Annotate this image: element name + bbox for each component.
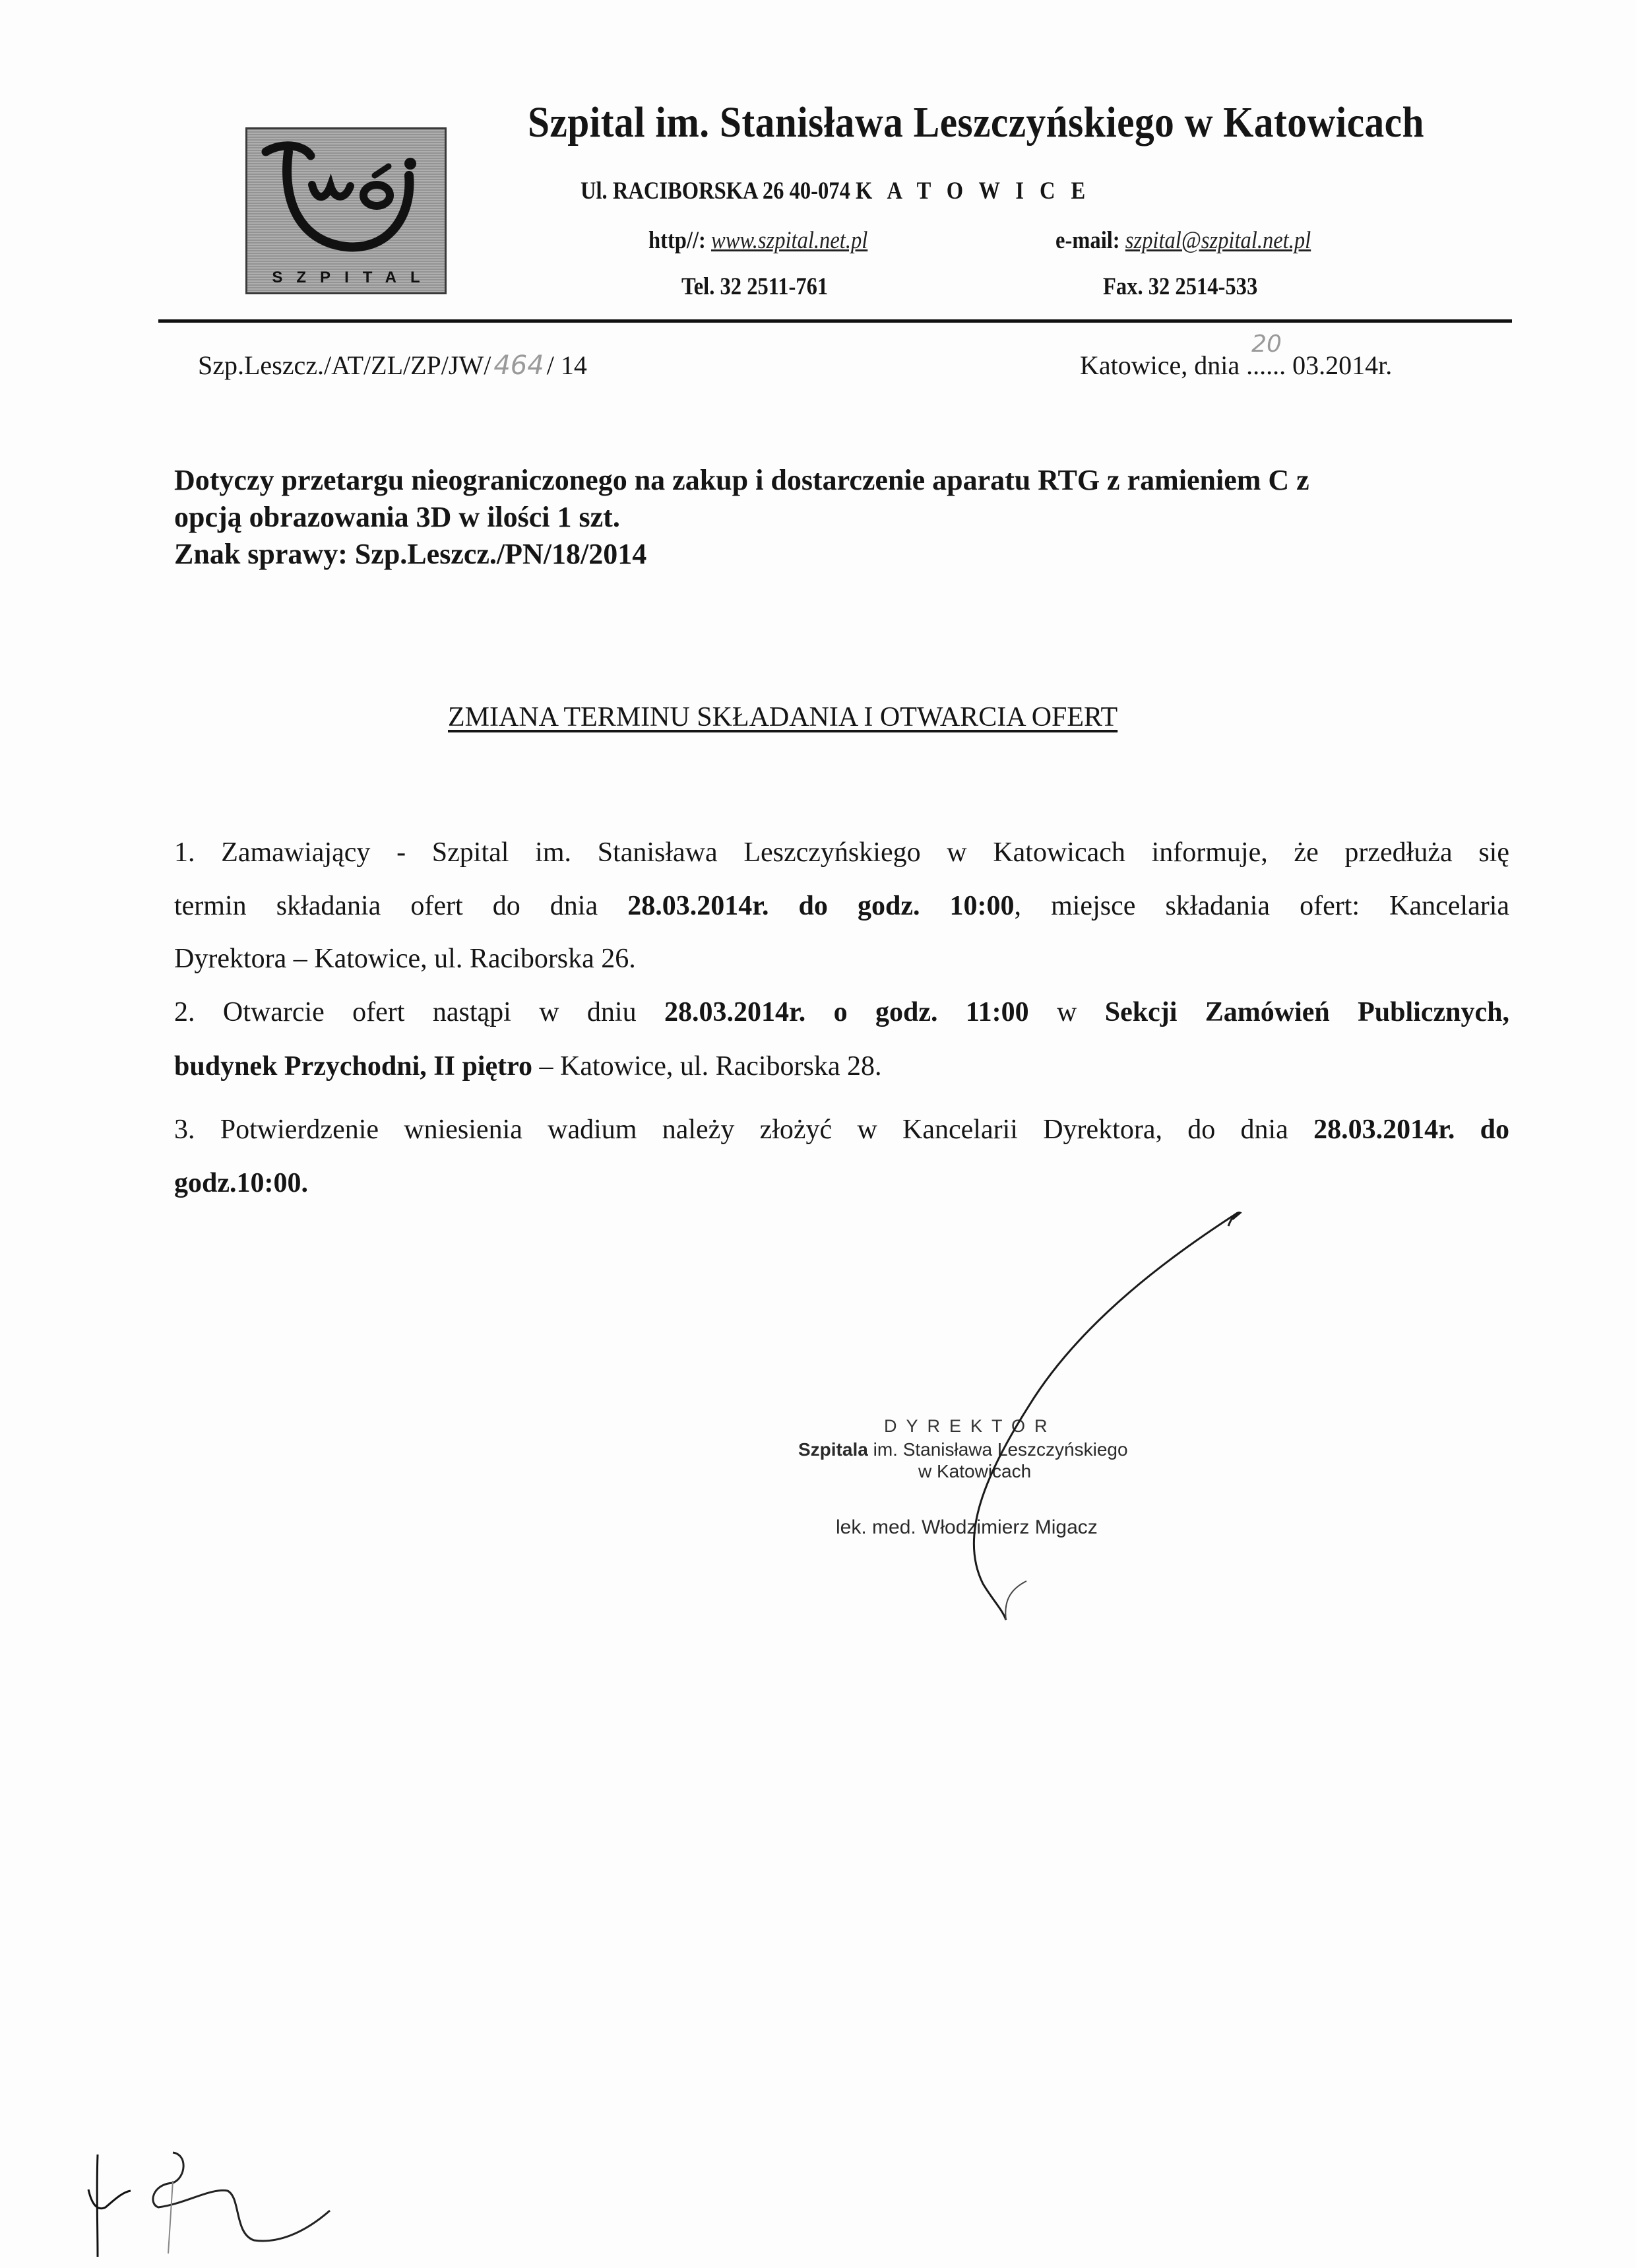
item-1-line-3: Dyrektora – Katowice, ul. Raciborska 26.: [174, 944, 636, 974]
subject-line-2: opcją obrazowania 3D w ilości 1 szt.: [174, 501, 620, 533]
reference-suffix: / 14: [546, 350, 587, 380]
institution-address: [581, 177, 1090, 205]
item-1-line-1: 1. Zamawiający - Szpital im. Stanisława Leszczyńskiego w Katowicach informuje, że przedłuża się: [174, 837, 1509, 868]
stamp-org-bold: Szpitala: [798, 1439, 868, 1460]
notice-heading: ZMIANA TERMINU SKŁADANIA I OTWARCIA OFERT: [448, 702, 1118, 732]
email-label: e-mail:: [1055, 227, 1120, 254]
handwritten-date-day: 20: [1251, 331, 1282, 358]
subject-block: [174, 462, 1494, 573]
reference-prefix: Szp.Leszcz./AT/ZL/ZP/JW/: [198, 350, 491, 380]
item-3-line-1: [174, 1114, 1509, 1146]
institution-name: Szpital im. Stanisława Leszczyńskiego w Katowicach: [528, 98, 1424, 146]
handwritten-reference-number: 464: [493, 350, 544, 381]
date-suffix: 03.2014r.: [1292, 350, 1393, 380]
text-span: termin składania ofert do dnia: [174, 891, 598, 921]
item-3-line-2: godz.10:00.: [174, 1168, 308, 1198]
opening-date-emphasis: 28.03.2014r. o godz. 11:00: [664, 997, 1029, 1027]
address-city: K A T O W I C E: [855, 178, 1091, 205]
date-prefix: Katowice, dnia: [1080, 350, 1240, 380]
text-span: w: [1056, 997, 1077, 1027]
header-divider: [158, 319, 1512, 323]
website-label: http//:: [648, 227, 706, 254]
text-span: 2. Otwarcie ofert nastąpi w dniu: [174, 997, 637, 1027]
hospital-smile-logo-icon: [247, 129, 445, 292]
fax-number: Fax. 32 2514-533: [1103, 273, 1258, 300]
handwritten-initials-icon: [88, 2153, 330, 2257]
item-2-line-2: [174, 1051, 1509, 1082]
date-dots: ......: [1246, 350, 1286, 380]
stamp-org-rest: im. Stanisława Leszczyńskiego: [867, 1439, 1128, 1460]
signatory-name: lek. med. Włodzimierz Migacz: [836, 1516, 1098, 1538]
text-span: , miejsce składania ofert: Kancelaria: [1014, 891, 1510, 921]
email-link[interactable]: szpital@szpital.net.pl: [1125, 227, 1311, 254]
date-line: [1080, 331, 1393, 381]
hospital-logo: [245, 127, 447, 294]
reference-number: [198, 350, 587, 381]
website-line: [648, 226, 867, 255]
item-1-line-2: [174, 890, 1509, 922]
case-number: Znak sprawy: Szp.Leszcz./PN/18/2014: [174, 538, 647, 570]
text-span: 3. Potwierdzenie wniesienia wadium należy złożyć w Kancelarii Dyrektora, do dnia: [174, 1115, 1288, 1145]
address-street: Ul. RACIBORSKA 26 40-074: [581, 178, 850, 205]
item-2-line-1: [174, 996, 1509, 1028]
email-line: [1055, 226, 1311, 255]
bid-bond-date-emphasis: 28.03.2014r. do: [1313, 1115, 1509, 1145]
location-emphasis: Sekcji Zamówień Publicznych,: [1104, 997, 1509, 1027]
logo-word: SZPITAL: [272, 269, 434, 286]
date-day-field: [1246, 331, 1292, 380]
stamp-title: DYREKTOR: [884, 1416, 1057, 1436]
stamp-organization: [798, 1439, 1128, 1460]
stamp-city: w Katowicach: [918, 1461, 1032, 1481]
deadline-emphasis: 28.03.2014r. do godz. 10:00: [627, 891, 1015, 921]
building-emphasis: budynek Przychodni, II piętro: [174, 1051, 532, 1082]
text-span: – Katowice, ul. Raciborska 28.: [539, 1051, 882, 1082]
website-link[interactable]: www.szpital.net.pl: [710, 227, 868, 254]
subject-line-1: Dotyczy przetargu nieograniczonego na zakup i dostarczenie aparatu RTG z ramieniem C z: [174, 464, 1309, 496]
phone-number: Tel. 32 2511-761: [681, 273, 829, 300]
